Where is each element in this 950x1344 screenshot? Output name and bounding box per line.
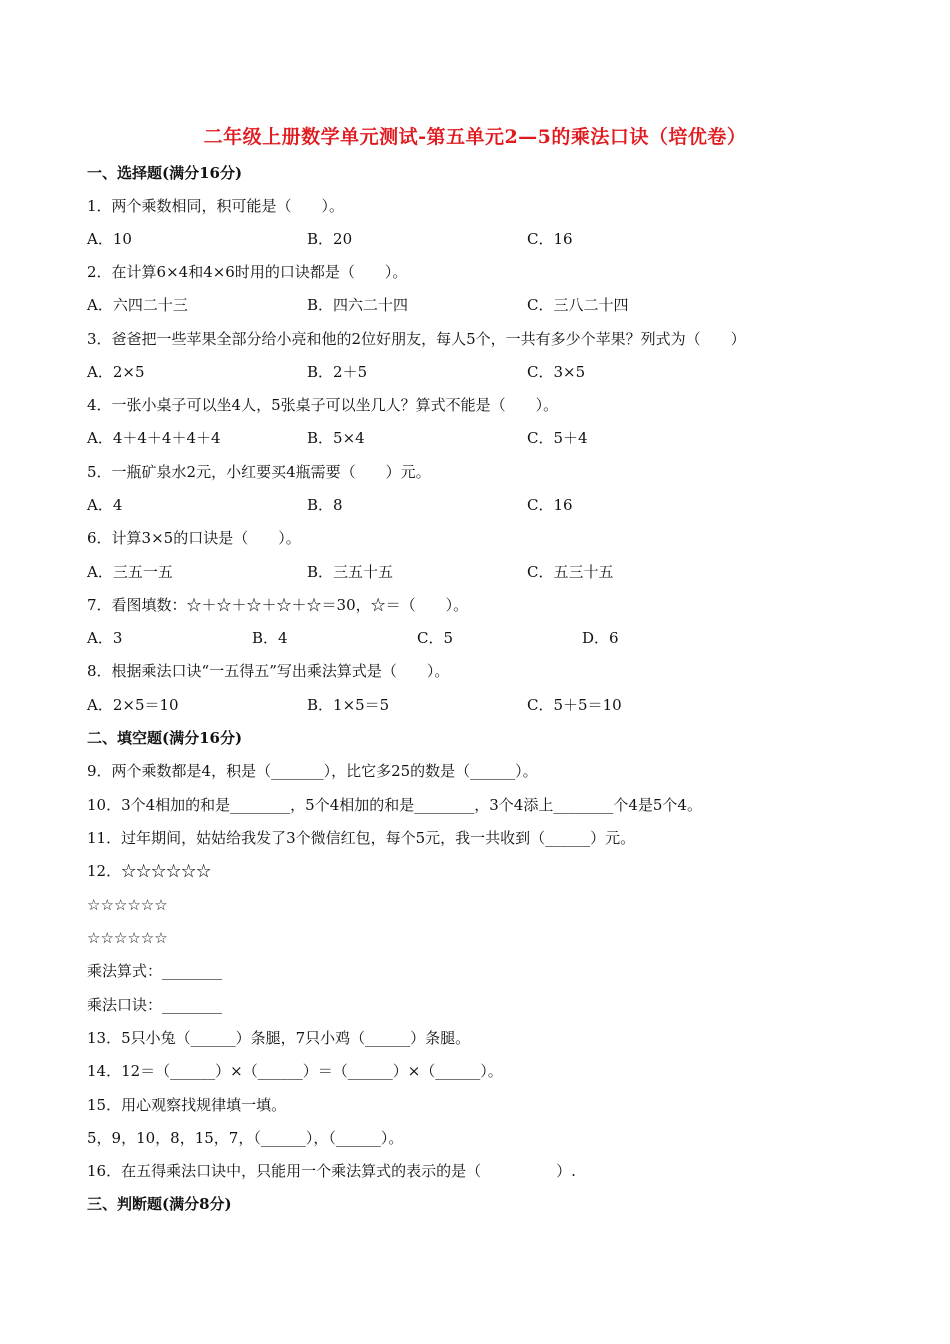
- q8-option-b: B．1×5＝5: [307, 696, 390, 714]
- question-16: 16．在五得乘法口诀中，只能用一个乘法算式的表示的是（ ）.: [87, 1162, 576, 1180]
- question-10: 10．3个4相加的和是________，5个4相加的和是________，3个4添上________个4是5个4。: [87, 796, 702, 814]
- question-3: 3．爸爸把一些苹果全部分给小亮和他的2位好朋友，每人5个，一共有多少个苹果？列式为（ ）: [87, 330, 746, 348]
- q8-option-a: A．2×5＝10: [87, 696, 179, 714]
- question-14: 14．12＝（______）×（______）＝（______）×（______）。: [87, 1062, 503, 1080]
- question-9: 9．两个乘数都是4，积是（_______），比它多25的数是（______）。: [87, 762, 538, 780]
- q4-option-c: C．5＋4: [527, 429, 588, 447]
- question-12: 12．☆☆☆☆☆☆: [87, 862, 212, 880]
- q7-option-b: B．4: [252, 629, 288, 647]
- q4-option-b: B．5×4: [307, 429, 365, 447]
- q6-option-b: B．三五十五: [307, 563, 394, 581]
- q15-sequence: 5，9，10，8，15，7，（______），（______）。: [87, 1129, 404, 1147]
- q7-option-d: D．6: [582, 629, 619, 647]
- q3-option-a: A．2×5: [87, 363, 145, 381]
- question-5: 5．一瓶矿泉水2元，小红要买4瓶需要（ ）元。: [87, 463, 431, 481]
- q7-option-a: A．3: [87, 629, 123, 647]
- question-2: 2．在计算6×4和4×6时用的口诀都是（ ）。: [87, 263, 408, 281]
- q5-option-b: B．8: [307, 496, 343, 514]
- q2-option-a: A．六四二十三: [87, 296, 188, 314]
- q7-option-c: C．5: [417, 629, 454, 647]
- q12-star-row-2: ☆☆☆☆☆☆: [87, 896, 168, 914]
- q8-option-c: C．5＋5＝10: [527, 696, 622, 714]
- question-7: 7．看图填数：☆＋☆＋☆＋☆＋☆＝30，☆＝（ ）。: [87, 596, 469, 614]
- page-title: 二年级上册数学单元测试-第五单元2—5的乘法口诀（培优卷）: [203, 126, 747, 148]
- question-6: 6．计算3×5的口诀是（ ）。: [87, 529, 301, 547]
- q1-option-b: B．20: [307, 230, 353, 248]
- question-15: 15．用心观察找规律填一填。: [87, 1096, 287, 1114]
- question-11: 11．过年期间，姑姑给我发了3个微信红包，每个5元，我一共收到（______）元。: [87, 829, 636, 847]
- question-4: 4．一张小桌子可以坐4人，5张桌子可以坐几人？算式不能是（ ）。: [87, 396, 559, 414]
- section-heading-choice: 一、选择题(满分16分): [87, 164, 243, 182]
- q2-option-b: B．四六二十四: [307, 296, 409, 314]
- question-13: 13．5只小兔（______）条腿，7只小鸡（______）条腿。: [87, 1029, 471, 1047]
- q12-star-row-3: ☆☆☆☆☆☆: [87, 929, 168, 947]
- q4-option-a: A．4＋4＋4＋4＋4: [87, 429, 221, 447]
- section-heading-judge: 三、判断题(满分8分): [87, 1195, 232, 1213]
- q5-option-a: A．4: [87, 496, 123, 514]
- section-heading-fill: 二、填空题(满分16分): [87, 729, 243, 747]
- q1-option-a: A．10: [87, 230, 132, 248]
- q6-option-a: A．三五一五: [87, 563, 173, 581]
- q12-rhyme-blank: 乘法口诀：________: [87, 996, 223, 1014]
- q3-option-b: B．2＋5: [307, 363, 368, 381]
- q3-option-c: C．3×5: [527, 363, 586, 381]
- q2-option-c: C．三八二十四: [527, 296, 629, 314]
- q5-option-c: C．16: [527, 496, 573, 514]
- q12-formula-blank: 乘法算式：________: [87, 962, 223, 980]
- question-1: 1．两个乘数相同，积可能是（ ）。: [87, 197, 345, 215]
- q6-option-c: C．五三十五: [527, 563, 614, 581]
- question-8: 8．根据乘法口诀“一五得五”写出乘法算式是（ ）。: [87, 662, 450, 680]
- q1-option-c: C．16: [527, 230, 573, 248]
